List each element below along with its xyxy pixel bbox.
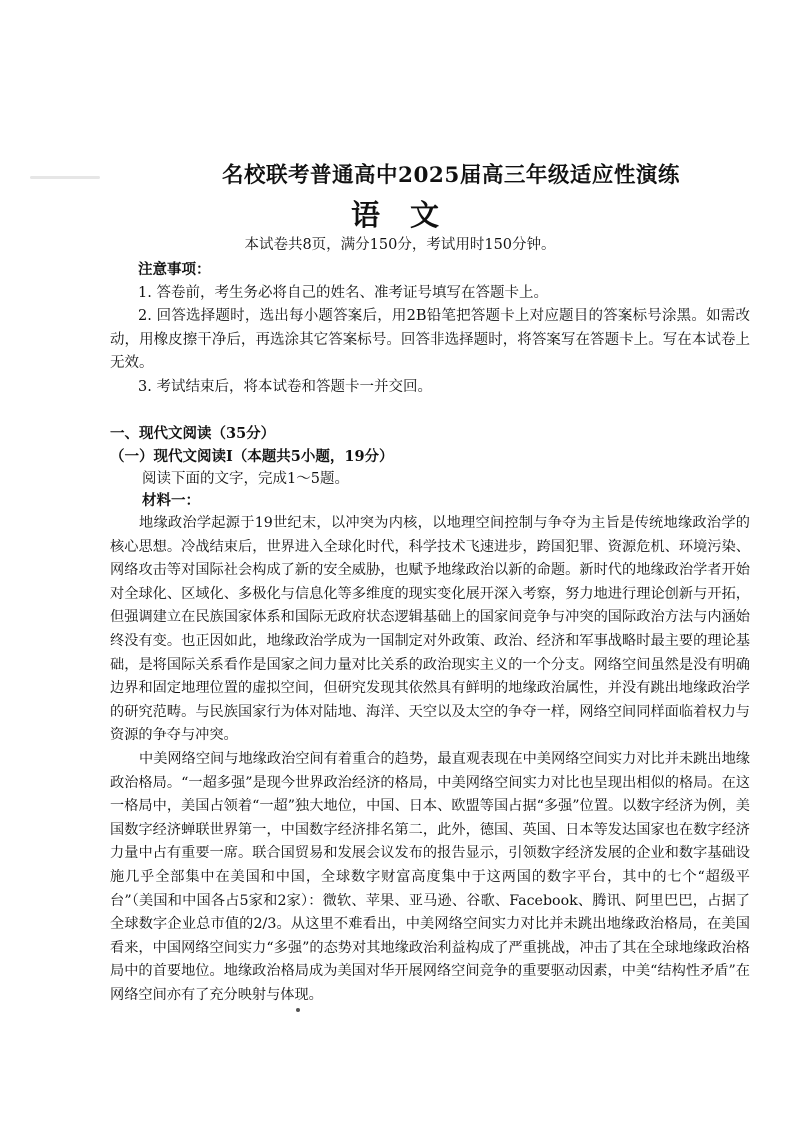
notice-item: 2. 回答选择题时，选出每小题答案后，用2B铅笔把答题卡上对应题目的答案标号涂黑。如需改动，用橡皮擦干净后，再选涂其它答案标号。回答非选择题时，将答案写在答题卡上。写在本试卷上无效。	[110, 308, 750, 371]
material-label: 材料一：	[142, 492, 200, 509]
material-text	[110, 512, 750, 1007]
scan-dot	[296, 1008, 300, 1012]
paragraph: 中美网络空间与地缘政治空间有着重合的趋势，最直观表现在中美网络空间实力对比并未跳出地缘政治格局。“一超多强”是现今世界政治经济的格局，中美网络空间实力对比也呈现出相似的格局。在这一格局中，美国占领着“一超”独大地位，中国、日本、欧盟等国占据“多强”位置。以数字经济为例，美国数字经济蝉联世界第一，中国数字经济排名第二，此外，德国、英国、日本等发达国家也在数字经济力量中占有重要一席。联合国贸易和发展会议发布的报告显示，引领数字经济发展的企业和数字基础设施几乎全部集中在美国和中国，全球数字财富高度集中于这两国的数字平台，其中的七个“超级平台”（美国和中国各占5家和2家）：微软、苹果、亚马逊、谷歌、Facebook、腾讯、阿里巴巴，占据了全球数字企业总市值的2/3。从这里不难看出，中美网络空间实力对比并未跳出地缘政治格局，在美国看来，中国网络空间实力“多强”的态势对其地缘政治利益构成了严重挑战，冲击了其在全球地缘政治格局中的首要地位。地缘政治格局成为美国对华开展网络空间竞争的重要驱动因素，中美“结构性矛盾”在网络空间亦有了充分映射与体现。	[110, 750, 750, 1003]
exam-title: 名校联考普通高中2025届高三年级适应性演练	[222, 163, 680, 188]
notice-heading: 注意事项：	[138, 261, 211, 278]
paragraph: 地缘政治学起源于19世纪末，以冲突为内核，以地理空间控制与争夺为主旨是传统地缘政治学的核心思想。冷战结束后，世界进入全球化时代，科学技术飞速进步，跨国犯罪、资源危机、环境污染、网络攻击等对国际社会构成了新的安全威胁，也赋予地缘政治以新的命题。新时代的地缘政治学者开始对全球化、区域化、多极化与信息化等多维度的现实变化展开深入考察，努力地进行理论创新与开拓，但强调建立在民族国家体系和国际无政府状态逻辑基础上的国家间竞争与冲突的国际政治方法与内涵始终没有变。也正因如此，地缘政治学成为一国制定对外政策、政治、经济和军事战略时最主要的理论基础，是将国际关系看作是国家之间力量对比关系的政治现实主义的一个分支。网络空间虽然是没有明确边界和固定地理位置的虚拟空间，但研究发现其依然具有鲜明的地缘政治属性，并没有跳出地缘政治学的研究范畴。与民族国家行为体对陆地、海洋、天空以及太空的争夺一样，网络空间同样面临着权力与资源的争夺与冲突。	[110, 515, 750, 744]
reading-instruction: 阅读下面的文字，完成1～5题。	[142, 471, 349, 487]
notice-block	[110, 258, 750, 399]
sub-section-title: （一）现代文阅读Ⅰ（本题共5小题，19分）	[110, 448, 394, 465]
scan-mark	[30, 176, 100, 179]
subject-title: 语 文	[350, 198, 450, 232]
notice-item: 3. 考试结束后，将本试卷和答题卡一并交回。	[138, 378, 432, 395]
exam-info: 本试卷共8页，满分150分，考试用时150分钟。	[244, 237, 556, 253]
part-title: 一、现代文阅读（35分）	[110, 425, 276, 442]
notice-item: 1. 答卷前，考生务必将自己的姓名、准考证号填写在答题卡上。	[138, 284, 548, 301]
